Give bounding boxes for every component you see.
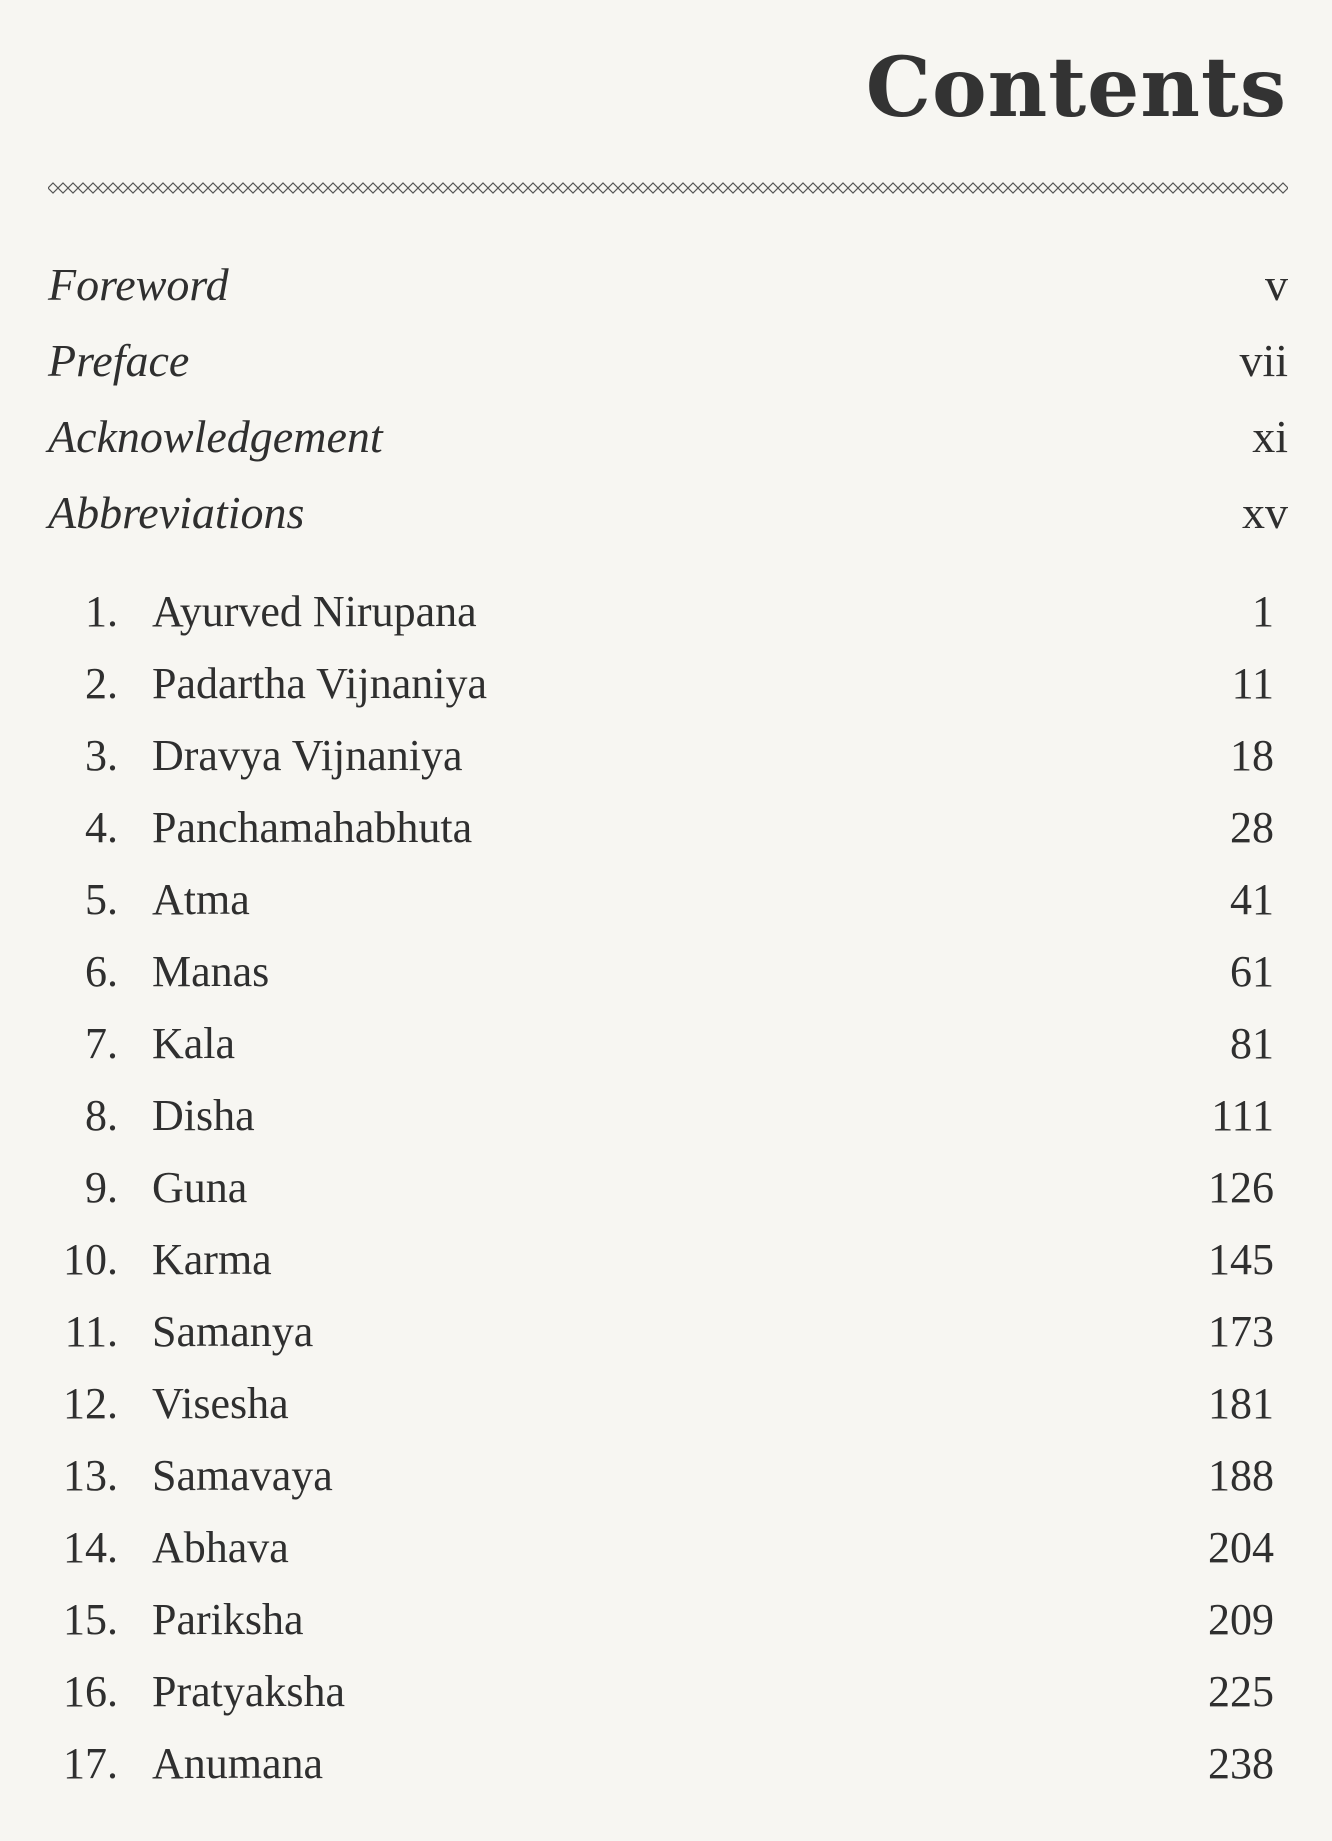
front-matter-page: xv — [1242, 487, 1288, 538]
chapter-page: 28 — [1230, 803, 1274, 852]
chapter-title: Pariksha — [152, 1595, 304, 1644]
ornamental-divider — [48, 176, 1288, 200]
chapter-title: Panchamahabhuta — [152, 803, 473, 852]
front-matter-entry[interactable] — [48, 255, 1288, 331]
chapter-entry[interactable] — [0, 582, 1332, 654]
chapter-entry[interactable] — [0, 1230, 1332, 1302]
chapter-entry[interactable] — [0, 942, 1332, 1014]
chapter-number: 2. — [85, 659, 118, 708]
chapter-list — [0, 582, 1332, 1806]
chapter-number: 6. — [85, 947, 118, 996]
chapter-page: 238 — [1208, 1739, 1274, 1788]
chapter-page: 61 — [1230, 947, 1274, 996]
chapter-title: Ayurved Nirupana — [152, 587, 477, 636]
chapter-title: Dravya Vijnaniya — [152, 731, 463, 780]
front-matter-list — [48, 255, 1288, 559]
front-matter-page: xi — [1252, 411, 1288, 462]
chapter-number: 15. — [63, 1595, 118, 1644]
chapter-page: 111 — [1211, 1091, 1274, 1140]
chapter-page: 1 — [1252, 587, 1274, 636]
chapter-title: Anumana — [152, 1739, 324, 1788]
chapter-page: 145 — [1208, 1235, 1274, 1284]
chapter-number: 11. — [64, 1307, 118, 1356]
page-title: Contents — [865, 40, 1287, 136]
chapter-title: Samanya — [152, 1307, 314, 1356]
chapter-title: Karma — [152, 1235, 272, 1284]
front-matter-page: vii — [1239, 335, 1288, 386]
chapter-title: Manas — [152, 947, 270, 996]
chapter-number: 10. — [63, 1235, 118, 1284]
chapter-entry[interactable] — [0, 1086, 1332, 1158]
chapter-page: 225 — [1208, 1667, 1274, 1716]
chapter-number: 9. — [85, 1163, 118, 1212]
chapter-entry[interactable] — [0, 654, 1332, 726]
chapter-page: 18 — [1230, 731, 1274, 780]
chapter-page: 209 — [1208, 1595, 1274, 1644]
front-matter-label: Acknowledgement — [48, 411, 383, 462]
chapter-number: 16. — [63, 1667, 118, 1716]
chapter-page: 204 — [1208, 1523, 1274, 1572]
chapter-page: 41 — [1230, 875, 1274, 924]
front-matter-label: Foreword — [48, 259, 229, 310]
chapter-number: 1. — [85, 587, 118, 636]
chapter-number: 17. — [63, 1739, 118, 1788]
chapter-title: Pratyaksha — [152, 1667, 346, 1716]
front-matter-page: v — [1265, 259, 1288, 310]
chapter-title: Disha — [152, 1091, 255, 1140]
front-matter-entry[interactable] — [48, 331, 1288, 407]
chapter-entry[interactable] — [0, 1374, 1332, 1446]
chapter-number: 4. — [85, 803, 118, 852]
chapter-number: 3. — [85, 731, 118, 780]
chapter-entry[interactable] — [0, 1446, 1332, 1518]
chapter-page: 81 — [1230, 1019, 1274, 1068]
chapter-title: Kala — [152, 1019, 236, 1068]
chapter-title: Atma — [152, 875, 250, 924]
chapter-title: Guna — [152, 1163, 248, 1212]
chapter-entry[interactable] — [0, 1518, 1332, 1590]
chapter-number: 12. — [63, 1379, 118, 1428]
front-matter-entry[interactable] — [48, 407, 1288, 483]
chapter-entry[interactable] — [0, 1590, 1332, 1662]
chapter-number: 13. — [63, 1451, 118, 1500]
chapter-entry[interactable] — [0, 1014, 1332, 1086]
chapter-title: Visesha — [152, 1379, 289, 1428]
chapter-entry[interactable] — [0, 1662, 1332, 1734]
chapter-page: 173 — [1208, 1307, 1274, 1356]
chapter-page: 188 — [1208, 1451, 1274, 1500]
chapter-entry[interactable] — [0, 1302, 1332, 1374]
chapter-entry[interactable] — [0, 1158, 1332, 1230]
chapter-page: 11 — [1231, 659, 1274, 708]
chapter-entry[interactable] — [0, 798, 1332, 870]
front-matter-label: Preface — [48, 335, 190, 386]
chapter-page: 126 — [1208, 1163, 1274, 1212]
chapter-title: Padartha Vijnaniya — [152, 659, 488, 708]
front-matter-label: Abbreviations — [48, 487, 305, 538]
chapter-number: 5. — [85, 875, 118, 924]
chapter-page: 181 — [1208, 1379, 1274, 1428]
chapter-number: 14. — [63, 1523, 118, 1572]
chapter-entry[interactable] — [0, 1734, 1332, 1806]
chapter-title: Abhava — [152, 1523, 289, 1572]
chapter-number: 7. — [85, 1019, 118, 1068]
chapter-title: Samavaya — [152, 1451, 333, 1500]
chapter-number: 8. — [85, 1091, 118, 1140]
chapter-entry[interactable] — [0, 726, 1332, 798]
front-matter-entry[interactable] — [48, 483, 1288, 559]
chapter-entry[interactable] — [0, 870, 1332, 942]
